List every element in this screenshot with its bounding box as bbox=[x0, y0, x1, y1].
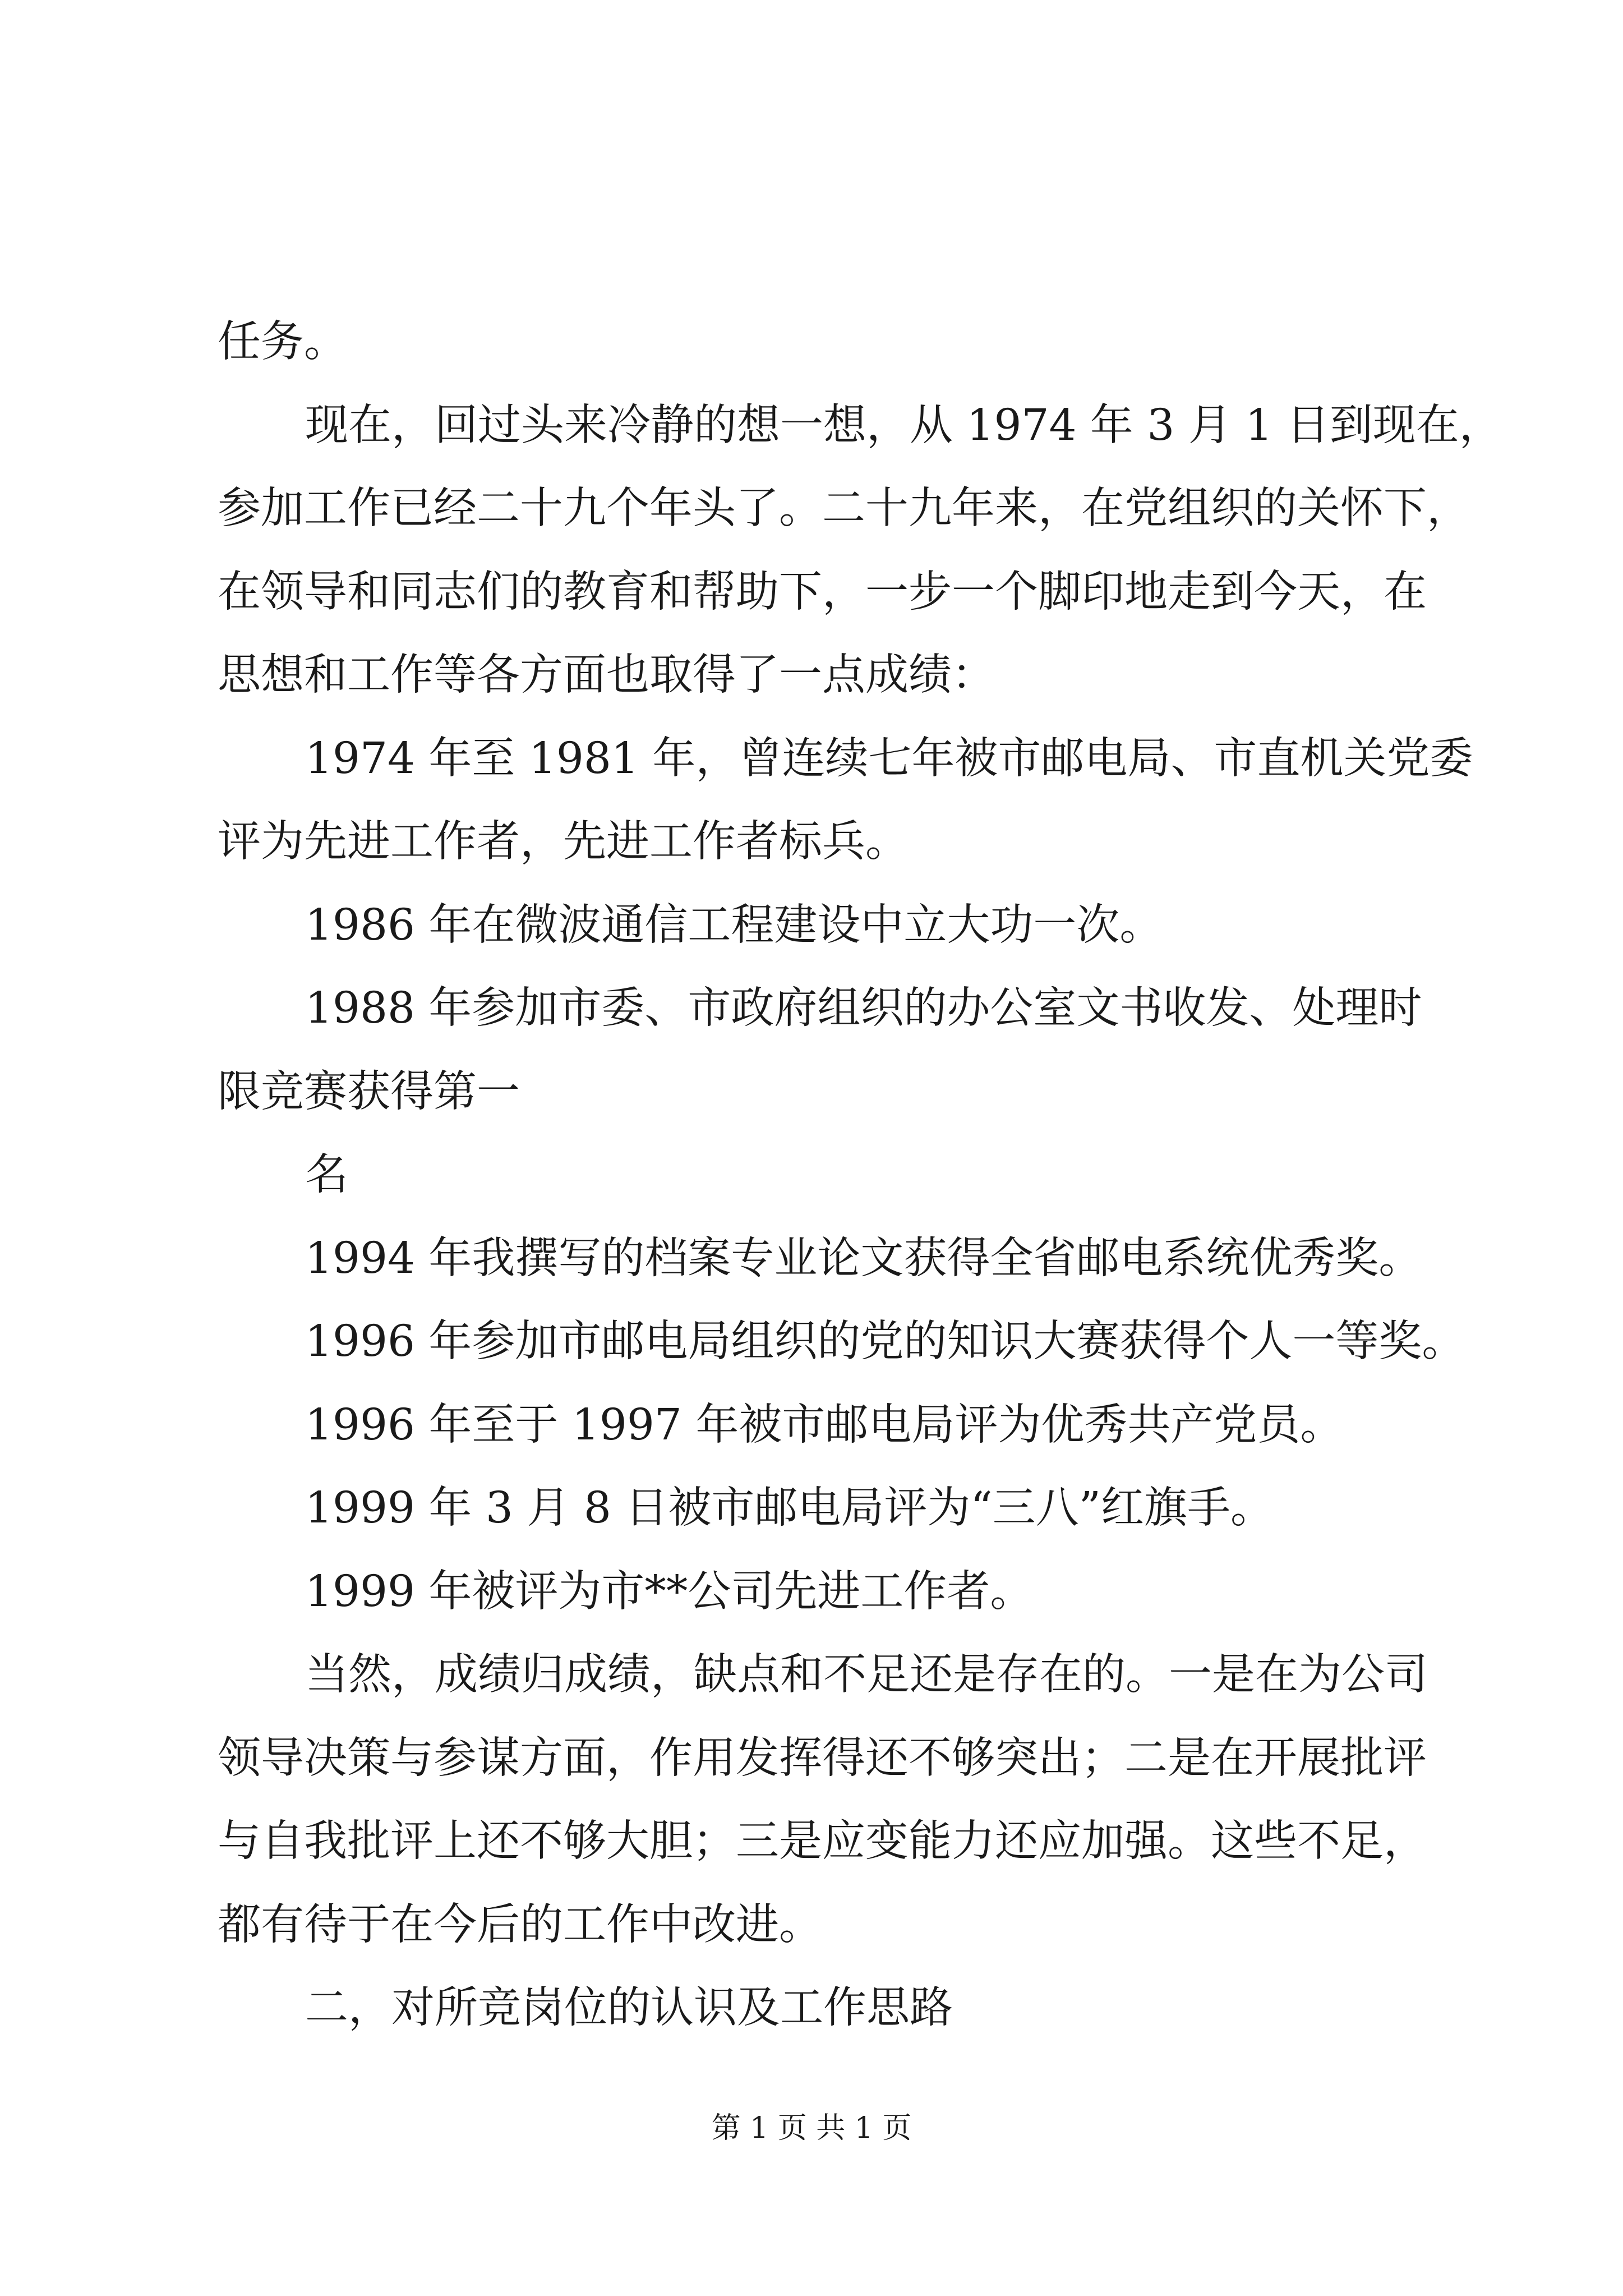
text-line: 1999 年 3 月 8 日被市邮电局评为“三八”红旗手。 bbox=[305, 1483, 1274, 1533]
text-line: 与自我批评上还不够大胆；三是应变能力还应加强。这些不足， bbox=[218, 1816, 1427, 1866]
text-line: 1974 年至 1981 年，曾连续七年被市邮电局、市直机关党委 bbox=[305, 733, 1473, 784]
text-line: 1996 年参加市邮电局组织的党的知识大赛获得个人一等奖。 bbox=[305, 1317, 1465, 1366]
text-line: 在领导和同志们的教育和帮助下，一步一个脚印地走到今天，在 bbox=[218, 567, 1427, 617]
text-line: 1986 年在微波通信工程建设中立大功一次。 bbox=[305, 900, 1163, 950]
text-line: 都有待于在今后的工作中改进。 bbox=[218, 1899, 822, 1950]
text-line: 当然，成绩归成绩，缺点和不足还是存在的。一是在为公司 bbox=[305, 1650, 1428, 1700]
section-heading: 二，对所竞岗位的认识及工作思路 bbox=[305, 1983, 953, 2033]
text-line: 评为先进工作者，先进工作者标兵。 bbox=[218, 817, 909, 867]
text-line: 1988 年参加市委、市政府组织的办公室文书收发、处理时 bbox=[305, 983, 1422, 1033]
text-line: 思想和工作等各方面也取得了一点成绩： bbox=[218, 650, 995, 700]
text-line: 领导决策与参谋方面，作用发挥得还不够突出；二是在开展批评 bbox=[218, 1733, 1427, 1783]
text-line: 限竞赛获得第一 bbox=[218, 1066, 520, 1117]
document-body bbox=[218, 301, 1502, 2050]
text-line: 参加工作已经二十九个年头了。二十九年来，在党组织的关怀下， bbox=[218, 484, 1470, 533]
text-line: 现在，回过头来冷静的想一想，从 1974 年 3 月 1 日到现在， bbox=[305, 400, 1502, 450]
page-footer: 第 1 页 共 1 页 bbox=[711, 2111, 912, 2145]
text-line: 1996 年至于 1997 年被市邮电局评为优秀共产党员。 bbox=[305, 1400, 1344, 1450]
text-line: 1999 年被评为市**公司先进工作者。 bbox=[305, 1566, 1034, 1617]
text-line: 1994 年我撰写的档案专业论文获得全省邮电系统优秀奖。 bbox=[305, 1233, 1422, 1283]
text-line: 任务。 bbox=[218, 317, 347, 367]
text-line: 名 bbox=[305, 1150, 348, 1200]
